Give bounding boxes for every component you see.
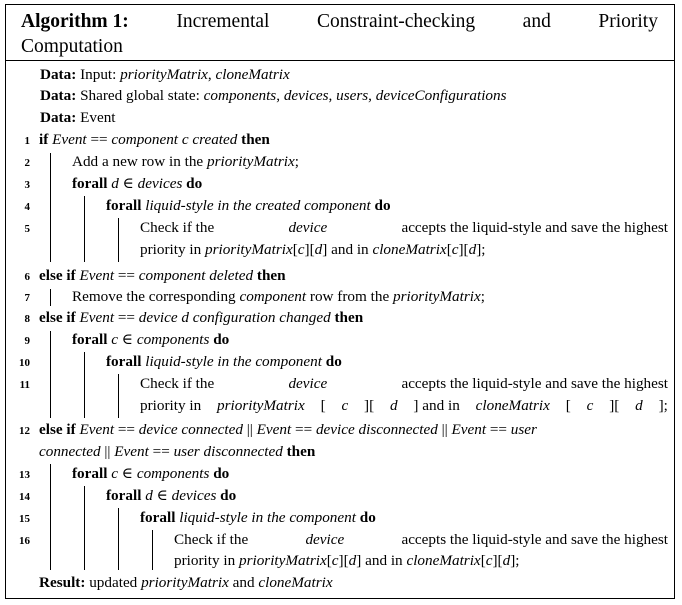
keyword: forall — [72, 175, 112, 192]
algorithm-line — [72, 287, 485, 307]
text-run: [ — [446, 241, 452, 258]
identifier: users — [336, 87, 369, 104]
text-run: ][ — [364, 397, 375, 414]
identifier: Event — [79, 309, 115, 326]
text-run: Shared global state: — [76, 87, 204, 104]
keyword: do — [182, 175, 203, 192]
text-run: Remove the corresponding — [72, 288, 240, 305]
identifier: d — [468, 241, 477, 258]
text-run: ]; — [476, 241, 486, 258]
block-indent-bar — [84, 352, 85, 418]
text-run: ∈ — [117, 465, 137, 482]
algorithm-label: Algorithm 1: — [21, 11, 129, 32]
algorithm-line — [72, 330, 229, 350]
algorithm-line — [140, 396, 668, 416]
text-run: Add a new row in the — [72, 153, 207, 170]
text-run: Check if the — [140, 219, 215, 236]
caption-word: Constraint-checking — [317, 11, 476, 32]
identifier: device — [305, 531, 345, 548]
algorithm-line — [140, 218, 668, 238]
identifier: priorityMatrix — [217, 397, 305, 414]
line-number: 4 — [24, 201, 30, 213]
text-run: accepts the liquid-style and save the highest — [401, 531, 668, 548]
identifier: d — [348, 552, 357, 569]
text-run: == — [86, 131, 112, 148]
text-run: ]; — [510, 552, 520, 569]
keyword: Data: — [40, 109, 77, 126]
data-declaration — [40, 65, 290, 85]
text-run: || — [242, 421, 257, 438]
data-declaration — [40, 108, 116, 128]
algorithm-line — [140, 240, 486, 260]
identifier: priorityMatrix — [392, 288, 481, 305]
line-number: 11 — [19, 379, 30, 391]
text-run: ][ — [338, 552, 349, 569]
text-run: ]; — [658, 397, 668, 414]
text-run: row from the — [306, 288, 393, 305]
text-run: == — [114, 309, 139, 326]
line-number: 10 — [19, 357, 30, 369]
keyword: then — [330, 309, 364, 326]
keyword: if — [39, 131, 53, 148]
block-indent-bar — [118, 218, 119, 262]
algorithm-caption — [6, 5, 674, 61]
identifier: priorityMatrix — [141, 574, 229, 591]
text-run: Input: — [76, 66, 121, 83]
identifier: Event — [52, 131, 87, 148]
identifier: priorityMatrix — [238, 552, 327, 569]
keyword: do — [216, 487, 237, 504]
identifier: d — [635, 397, 643, 414]
text-run: [ — [326, 552, 332, 569]
text-run: updated — [85, 574, 142, 591]
line-number: 3 — [24, 179, 30, 191]
text-run: || — [437, 421, 452, 438]
caption-word: Priority — [598, 11, 658, 32]
identifier: c — [111, 465, 118, 482]
text-run: ][ — [304, 241, 315, 258]
identifier: liquid-style in the component — [179, 509, 356, 526]
identifier: Event — [79, 421, 115, 438]
keyword: forall — [72, 465, 112, 482]
identifier: component deleted — [138, 267, 254, 284]
line-number: 9 — [24, 335, 30, 347]
keyword: do — [355, 509, 376, 526]
identifier: c — [297, 241, 305, 258]
line-number: 1 — [24, 135, 30, 147]
algorithm-line — [39, 420, 537, 440]
keyword: forall — [72, 331, 112, 348]
text-run: Check if the — [174, 531, 249, 548]
identifier: device — [288, 375, 328, 392]
identifier: user disconnected — [173, 443, 283, 460]
identifier: c — [341, 397, 349, 414]
text-run: ][ — [609, 397, 620, 414]
text-run: || — [100, 443, 115, 460]
algorithm-line — [106, 486, 236, 506]
line-number: 15 — [19, 513, 30, 525]
text-run: [ — [292, 241, 298, 258]
algorithm-line — [174, 551, 520, 571]
text-run: , — [368, 87, 376, 104]
identifier: component c created — [111, 131, 238, 148]
line-number: 5 — [24, 223, 30, 235]
identifier: c — [586, 397, 594, 414]
block-indent-bar — [50, 289, 51, 306]
text-run: ∈ — [117, 331, 137, 348]
text-run: ∈ — [118, 175, 138, 192]
caption-line-2: Computation — [21, 36, 123, 57]
text-run: accepts the liquid-style and save the highest — [401, 219, 668, 236]
keyword: else if — [39, 267, 80, 284]
text-run: priority in — [140, 241, 205, 258]
identifier: liquid-style in the created component — [145, 197, 371, 214]
identifier: priorityMatrix — [204, 241, 293, 258]
algorithm-line — [174, 530, 668, 550]
keyword: do — [209, 331, 230, 348]
text-run: ][ — [492, 552, 503, 569]
keyword: forall — [106, 487, 146, 504]
identifier: cloneMatrix — [372, 241, 447, 258]
keyword: else if — [39, 309, 80, 326]
algorithm-line — [72, 464, 229, 484]
identifier: cloneMatrix — [475, 397, 550, 414]
identifier: Event — [256, 421, 292, 438]
identifier: devices — [283, 87, 329, 104]
text-run: and — [228, 574, 259, 591]
text-run: Check if the — [140, 375, 215, 392]
keyword: Data: — [40, 87, 77, 104]
algorithm-line — [106, 196, 391, 216]
line-number: 7 — [24, 292, 30, 304]
keyword: Data: — [40, 66, 77, 83]
block-indent-bar — [118, 508, 119, 570]
keyword: do — [370, 197, 391, 214]
identifier: d — [390, 397, 398, 414]
identifier: Event — [79, 267, 115, 284]
identifier: devices — [137, 175, 183, 192]
identifier: liquid-style in the component — [145, 353, 322, 370]
identifier: Event — [451, 421, 487, 438]
identifier: d — [145, 487, 153, 504]
line-number: 16 — [19, 535, 30, 547]
text-run: [ — [320, 397, 326, 414]
identifier: deviceConfigurations — [375, 87, 507, 104]
keyword: else if — [39, 421, 80, 438]
identifier: connected — [39, 443, 101, 460]
block-indent-bar — [50, 464, 51, 570]
text-run: ; — [480, 288, 485, 305]
algorithm-line — [140, 508, 376, 528]
identifier: component — [239, 288, 307, 305]
text-run: ][ — [458, 241, 469, 258]
identifier: priorityMatrix — [120, 66, 208, 83]
text-run: == — [114, 421, 139, 438]
algorithm-line — [39, 130, 270, 150]
text-run: == — [114, 267, 139, 284]
identifier: c — [331, 552, 339, 569]
identifier: device d configuration changed — [138, 309, 331, 326]
text-run: == — [148, 443, 174, 460]
line-number: 2 — [24, 157, 30, 169]
identifier: device connected — [138, 421, 243, 438]
identifier: components — [136, 465, 210, 482]
text-run: , — [207, 66, 216, 83]
keyword: then — [237, 131, 270, 148]
identifier: components — [203, 87, 277, 104]
line-number: 6 — [24, 271, 30, 283]
identifier: priorityMatrix — [206, 153, 295, 170]
keyword: forall — [140, 509, 180, 526]
data-declaration — [40, 86, 507, 106]
text-run: == — [291, 421, 316, 438]
identifier: cloneMatrix — [406, 552, 481, 569]
identifier: Event — [114, 443, 149, 460]
text-run: priority in — [140, 397, 202, 414]
block-indent-bar — [84, 486, 85, 570]
keyword: forall — [106, 353, 146, 370]
text-run: ] and in — [322, 241, 373, 258]
keyword: then — [253, 267, 286, 284]
identifier: c — [485, 552, 493, 569]
keyword: Result: — [39, 574, 86, 591]
algorithm-line — [140, 374, 668, 394]
block-indent-bar — [50, 153, 51, 262]
text-run: ∈ — [152, 487, 172, 504]
text-run: [ — [565, 397, 571, 414]
line-number: 14 — [19, 491, 30, 503]
keyword: do — [209, 465, 230, 482]
text-run: ] and in — [356, 552, 407, 569]
text-run: ] and in — [413, 397, 460, 414]
algorithm-line — [39, 442, 315, 462]
keyword: forall — [106, 197, 146, 214]
block-indent-bar — [118, 374, 119, 418]
identifier: cloneMatrix — [215, 66, 290, 83]
identifier: d — [111, 175, 119, 192]
text-run: == — [486, 421, 511, 438]
identifier: d — [502, 552, 511, 569]
algorithm-line — [72, 174, 202, 194]
identifier: device — [288, 219, 328, 236]
identifier: cloneMatrix — [258, 574, 333, 591]
block-indent-bar — [84, 196, 85, 262]
algorithm-line — [72, 152, 299, 172]
text-run: Event — [76, 109, 116, 126]
identifier: device disconnected — [315, 421, 438, 438]
text-run: [ — [480, 552, 486, 569]
identifier: c — [111, 331, 118, 348]
keyword: do — [321, 353, 342, 370]
caption-word: Incremental — [176, 11, 270, 32]
algorithm-line — [106, 352, 342, 372]
identifier: c — [451, 241, 459, 258]
line-number: 13 — [19, 469, 30, 481]
text-run: ; — [294, 153, 299, 170]
identifier: components — [136, 331, 210, 348]
line-number: 8 — [24, 313, 30, 325]
algorithm-line — [39, 266, 286, 286]
block-indent-bar — [50, 331, 51, 418]
text-run: , — [328, 87, 337, 104]
caption-line-1 — [21, 9, 658, 34]
identifier: devices — [171, 487, 217, 504]
identifier: d — [314, 241, 323, 258]
text-run: , — [276, 87, 284, 104]
algorithm-line — [39, 308, 363, 328]
line-number: 12 — [19, 425, 30, 437]
identifier: user — [510, 421, 537, 438]
text-run: accepts the liquid-style and save the highest — [401, 375, 668, 392]
block-indent-bar — [152, 530, 153, 570]
caption-word: and — [522, 11, 551, 32]
keyword: then — [282, 443, 316, 460]
text-run: priority in — [174, 552, 239, 569]
algorithm-line — [39, 573, 333, 593]
